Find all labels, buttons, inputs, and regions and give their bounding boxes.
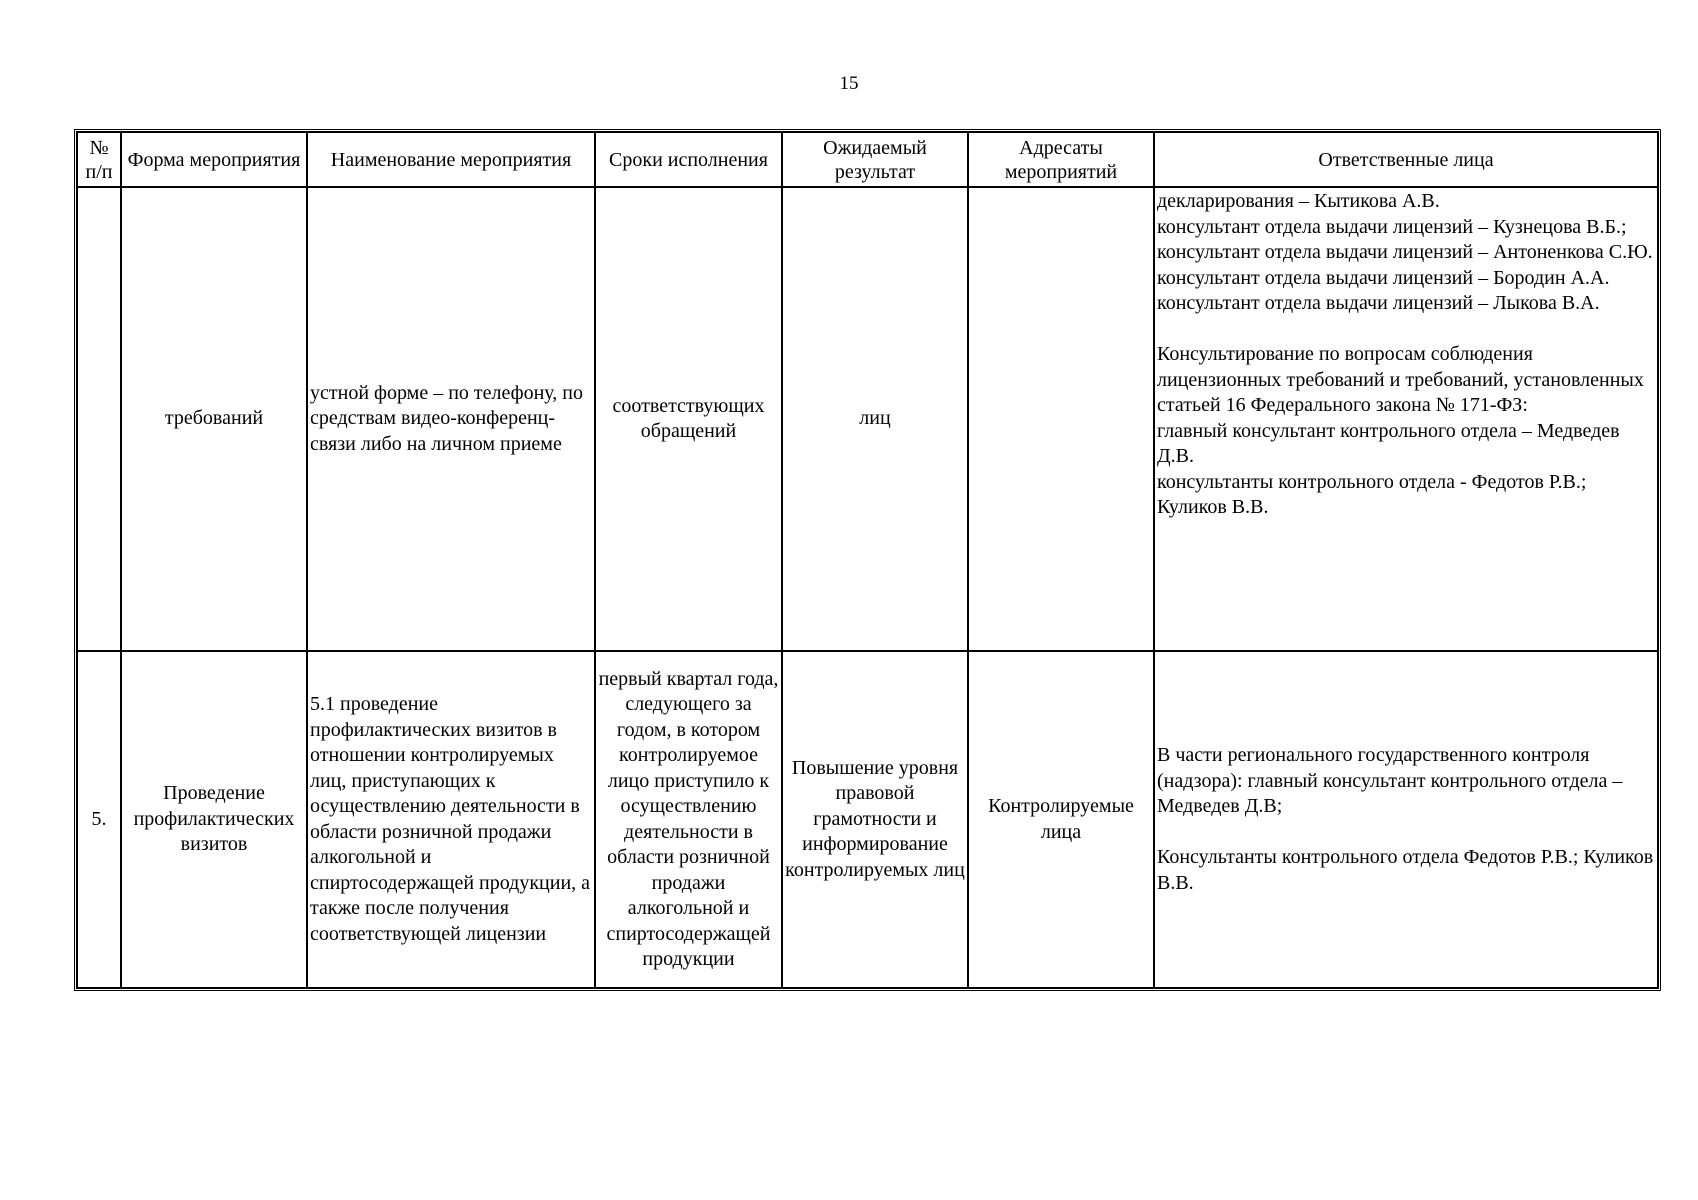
responsible-text-a: В части регионального государственного контроля (надзора): главный консультант контрольного отдела – Медведев Д.В;	[1157, 744, 1623, 817]
header-deadline: Сроки исполнения	[595, 132, 782, 187]
cell-number	[77, 187, 121, 651]
cell-deadline: соответствующих обращений	[595, 187, 782, 651]
cell-name: устной форме – по телефону, по средствам видео-конференц-связи либо на личном приеме	[307, 187, 595, 651]
cell-form: Проведение профилактических визитов	[121, 651, 307, 988]
header-number: № п/п	[77, 132, 121, 187]
table-header-row	[77, 132, 1658, 187]
activities-table	[74, 129, 1661, 991]
cell-addressees: Контролируемые лица	[968, 651, 1154, 988]
cell-result: Повышение уровня правовой грамотности и информирование контролируемых лиц	[782, 651, 968, 988]
header-result: Ожидаемый результат	[782, 132, 968, 187]
cell-responsible	[1154, 187, 1658, 651]
cell-name: 5.1 проведение профилактических визитов в отношении контролируемых лиц, приступающих к осуществлению деятельности в области розничной продажи алкогольной и спиртосодержащей продукции, а также после получения соответствующей лицензии	[307, 651, 595, 988]
header-name: Наименование мероприятия	[307, 132, 595, 187]
page-number: 15	[839, 73, 859, 94]
header-form: Форма мероприятия	[121, 132, 307, 187]
cell-responsible	[1154, 651, 1658, 988]
cell-addressees	[968, 187, 1154, 651]
table-row	[77, 187, 1658, 651]
responsible-text-b: Консультанты контрольного отдела Федотов Р.В.; Куликов В.В.	[1157, 846, 1654, 894]
cell-deadline: первый квартал года, следующего за годом, в котором контролируемое лицо приступило к осуществлению деятельности в области розничной продажи алкогольной и спиртосодержащей продукции	[595, 651, 782, 988]
cell-form: требований	[121, 187, 307, 651]
responsible-text-a: декларирования – Кытикова А.В. консультант отдела выдачи лицензий – Кузнецова В.Б.; консультант отдела выдачи лицензий – Антоненкова С.Ю. консультант отдела выдачи лицензий – Бородин А.А. консультант отдела выдачи лицензий – Лыкова В.А.	[1157, 190, 1653, 314]
header-responsible: Ответственные лица	[1154, 132, 1658, 187]
responsible-text-b: Консультирование по вопросам соблюдения лицензионных требований и требований, установленных статьей 16 Федерального закона № 171-ФЗ: главный консультант контрольного отдела – Медведев Д.В. консультанты контрольного отдела - Федотов Р.В.; Куликов В.В.	[1157, 343, 1644, 518]
header-addressees: Адресаты мероприятий	[968, 132, 1154, 187]
cell-number: 5.	[77, 651, 121, 988]
cell-result: лиц	[782, 187, 968, 651]
table-row	[77, 651, 1658, 988]
